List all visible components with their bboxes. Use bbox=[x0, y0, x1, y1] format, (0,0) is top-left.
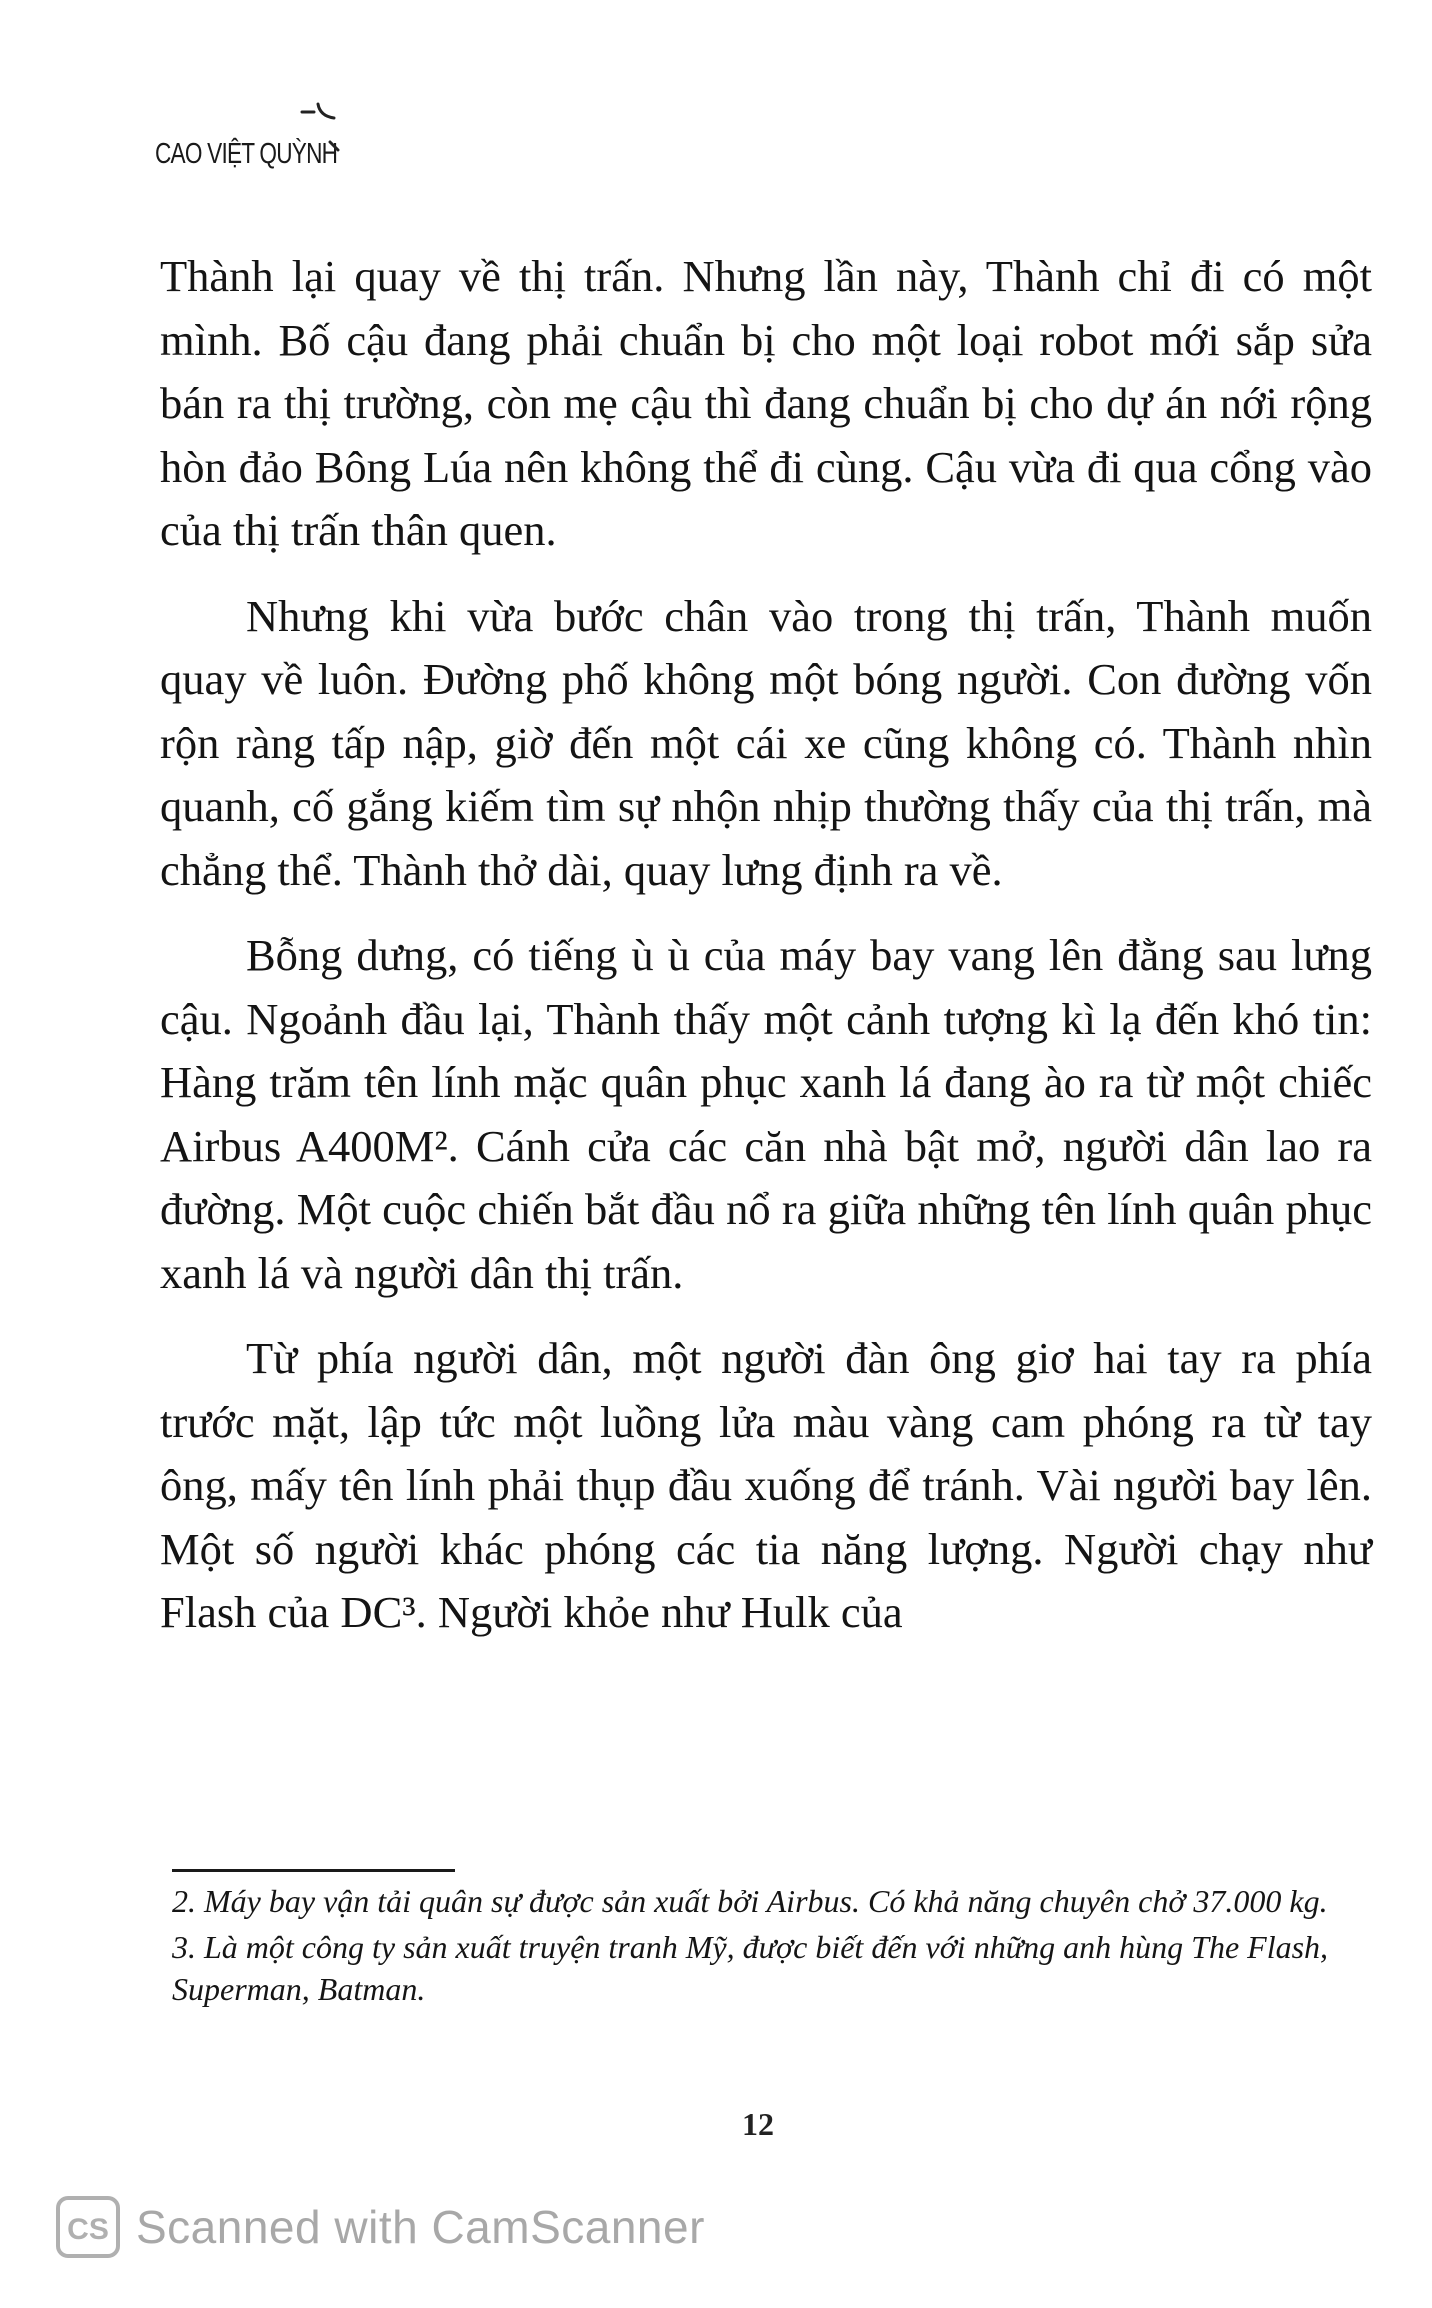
watermark-icon-text: CS bbox=[67, 2213, 109, 2246]
page-number: 12 bbox=[742, 2106, 774, 2142]
scanner-watermark bbox=[56, 2194, 705, 2260]
footnotes bbox=[172, 1880, 1362, 2014]
footnote: 3. Là một công ty sản xuất truyện tranh Mỹ, được biết đến với những anh hùng The Flash, Superman, Batman. bbox=[172, 1929, 1329, 2007]
running-head: CAO VIỆT QUỲNH bbox=[155, 138, 338, 170]
watermark-text: Scanned with CamScanner bbox=[136, 2201, 705, 2253]
footnote: 2. Máy bay vận tải quân sự được sản xuất bởi Airbus. Có khả năng chuyên chở 37.000 kg. bbox=[172, 1883, 1328, 1919]
paragraph: Nhưng khi vừa bước chân vào trong thị trấn, Thành muốn quay về luôn. Đường phố không một bóng người. Con đường vốn rộn ràng tấp nập, giờ đến một cái xe cũng không có. Thành nhìn quanh, cố gắng kiếm tìm sự nhộn nhịp thường thấy của thị trấn, mà chẳng thể. Thành thở dài, quay lưng định ra về. bbox=[160, 590, 1372, 895]
handwritten-mark bbox=[300, 102, 348, 172]
camscanner-cs-logo-icon bbox=[56, 2196, 120, 2258]
footnote-divider bbox=[172, 1869, 455, 1872]
paragraph: Thành lại quay về thị trấn. Nhưng lần này, Thành chỉ đi có một mình. Bố cậu đang phải chuẩn bị cho một loại robot mới sắp sửa bán ra thị trường, còn mẹ cậu thì đang chuẩn bị cho dự án nới rộng hòn đảo Bông Lúa nên không thể đi cùng. Cậu vừa đi qua cổng vào của thị trấn thân quen. bbox=[160, 251, 1372, 555]
body-text bbox=[160, 245, 1372, 1667]
paragraph: Bỗng dưng, có tiếng ù ù của máy bay vang lên đằng sau lưng cậu. Ngoảnh đầu lại, Thành thấy một cảnh tượng kì lạ đến khó tin: Hàng trăm tên lính mặc quân phục xanh lá đang ào ra từ một chiếc Airbus A400M². Cánh cửa các căn nhà bật mở, người dân lao ra đường. Một cuộc chiến bắt đầu nổ ra giữa những tên lính quân phục xanh lá và người dân thị trấn. bbox=[160, 930, 1372, 1298]
paragraph: Từ phía người dân, một người đàn ông giơ hai tay ra phía trước mặt, lập tức một luồng lửa màu vàng cam phóng ra từ tay ông, mấy tên lính phải thụp đầu xuống để tránh. Vài người bay lên. Một số người khác phóng các tia năng lượng. Người chạy như Flash của DC³. Người khỏe như Hulk của bbox=[160, 1333, 1372, 1637]
